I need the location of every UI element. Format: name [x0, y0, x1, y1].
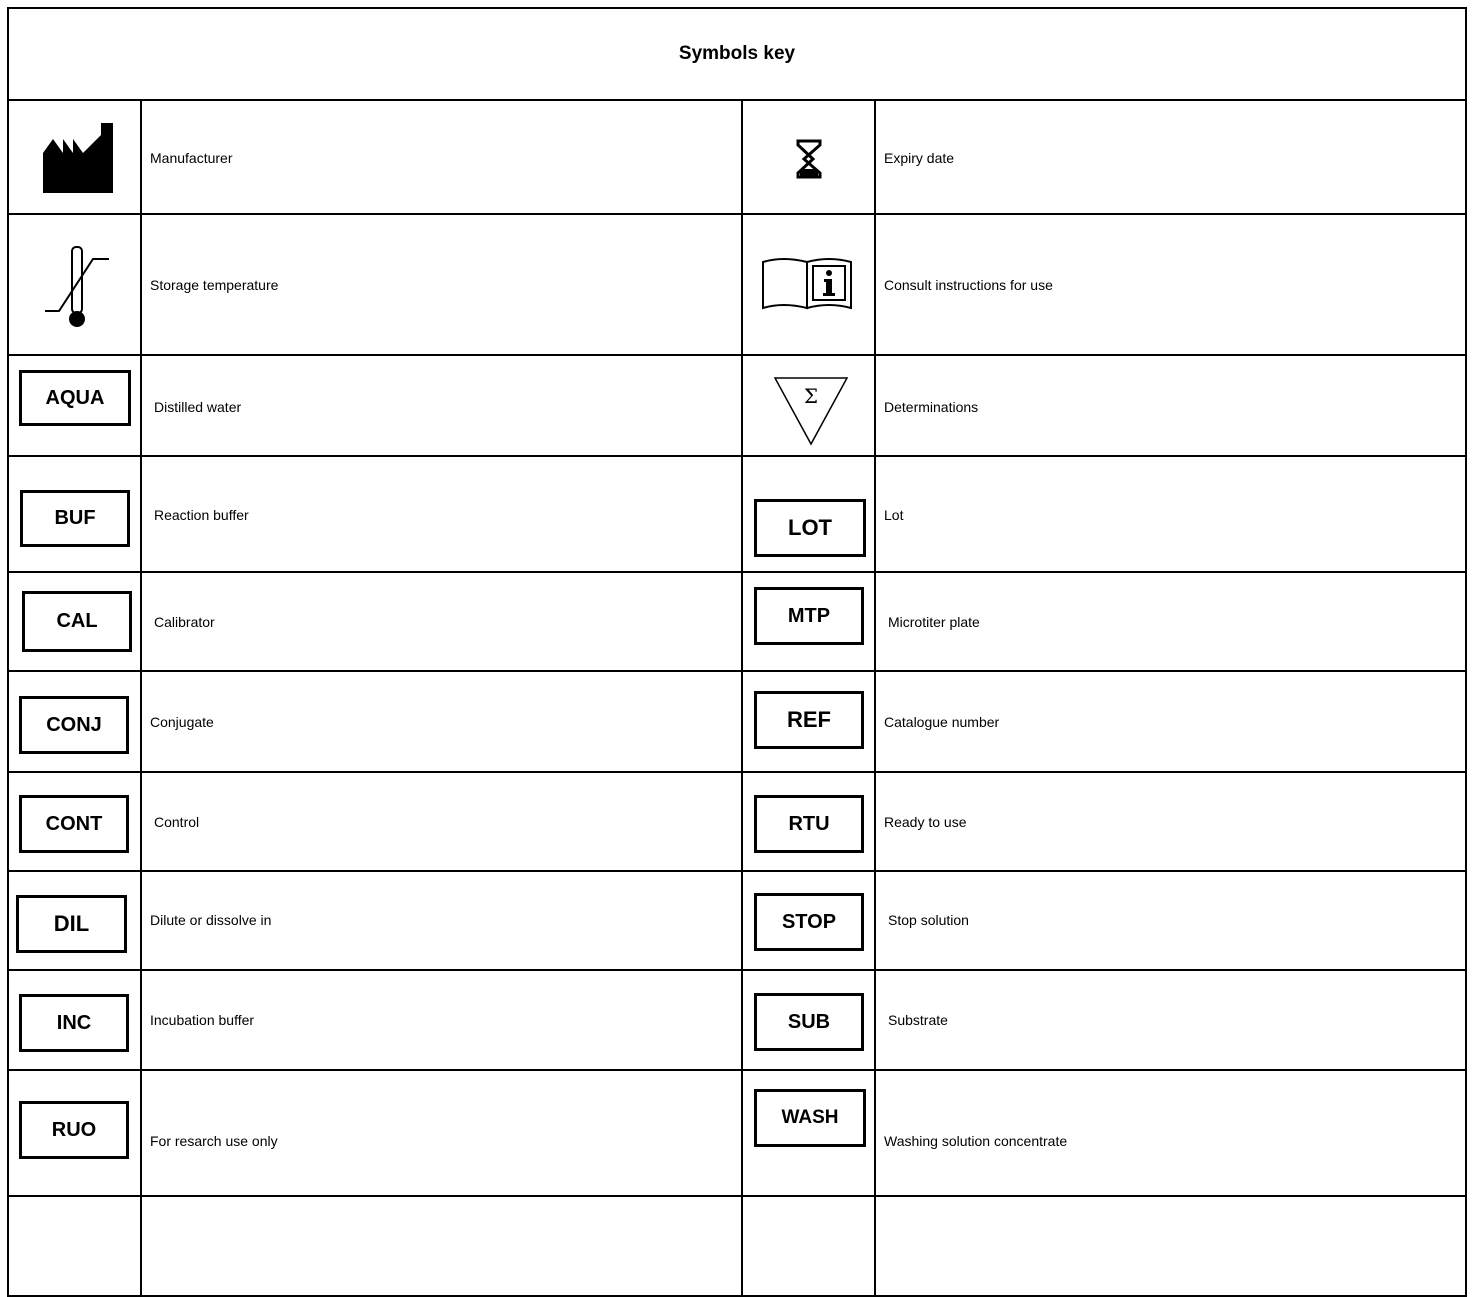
incubation-buffer-label: Incubation buffer — [150, 1012, 255, 1028]
distilled-water-label: Distilled water — [154, 399, 242, 415]
storage-temperature-label: Storage temperature — [150, 277, 279, 293]
stop-symbol: STOP — [754, 893, 864, 951]
washing-solution-label: Washing solution concentrate — [884, 1133, 1068, 1149]
substrate-label: Substrate — [888, 1012, 948, 1028]
row-divider — [9, 213, 1465, 215]
ready-to-use-label: Ready to use — [884, 814, 967, 830]
sub-symbol: SUB — [754, 993, 864, 1051]
row-divider — [9, 571, 1465, 573]
row-divider — [9, 455, 1465, 457]
column-divider — [140, 101, 142, 1295]
ref-symbol: REF — [754, 691, 864, 749]
ruo-symbol: RUO — [19, 1101, 129, 1159]
consult-instructions-label: Consult instructions for use — [884, 277, 1053, 293]
row-divider — [9, 870, 1465, 872]
cal-symbol: CAL — [22, 591, 132, 652]
calibrator-label: Calibrator — [154, 614, 215, 630]
inc-symbol: INC — [19, 994, 129, 1052]
reaction-buffer-label: Reaction buffer — [154, 507, 249, 523]
catalogue-number-label: Catalogue number — [884, 714, 1000, 730]
expiry-date-label: Expiry date — [884, 150, 955, 166]
lot-label: Lot — [884, 507, 904, 523]
determinations-label: Determinations — [884, 399, 979, 415]
table-title-row — [9, 9, 1465, 101]
row-divider — [9, 969, 1465, 971]
sigma-glyph: Σ — [803, 384, 819, 408]
column-divider — [874, 101, 876, 1295]
sigma-triangle-icon — [773, 374, 849, 446]
conj-symbol: CONJ — [19, 696, 129, 754]
factory-icon — [39, 121, 114, 196]
column-divider — [741, 101, 743, 1295]
aqua-symbol: AQUA — [19, 370, 131, 426]
row-divider — [9, 1069, 1465, 1071]
symbols-key-table — [7, 7, 1467, 1297]
mtp-symbol: MTP — [754, 587, 864, 645]
research-use-label: For resarch use only — [150, 1133, 278, 1149]
table-title: Symbols key — [678, 43, 796, 64]
rtu-symbol: RTU — [754, 795, 864, 853]
dil-symbol: DIL — [16, 895, 127, 953]
row-divider — [9, 670, 1465, 672]
stop-solution-label: Stop solution — [888, 912, 969, 928]
cont-symbol: CONT — [19, 795, 129, 853]
row-divider — [9, 1195, 1465, 1197]
control-label: Control — [154, 814, 200, 830]
thermometer-icon — [43, 245, 113, 335]
dilute-label: Dilute or dissolve in — [150, 912, 272, 928]
hourglass-icon — [789, 135, 829, 183]
row-divider — [9, 354, 1465, 356]
lot-symbol: LOT — [754, 499, 866, 557]
manufacturer-label: Manufacturer — [150, 150, 233, 166]
wash-symbol: WASH — [754, 1089, 866, 1147]
row-divider — [9, 771, 1465, 773]
microtiter-plate-label: Microtiter plate — [888, 614, 980, 630]
book-info-icon — [761, 256, 853, 312]
conjugate-label: Conjugate — [150, 714, 214, 730]
buf-symbol: BUF — [20, 490, 130, 547]
